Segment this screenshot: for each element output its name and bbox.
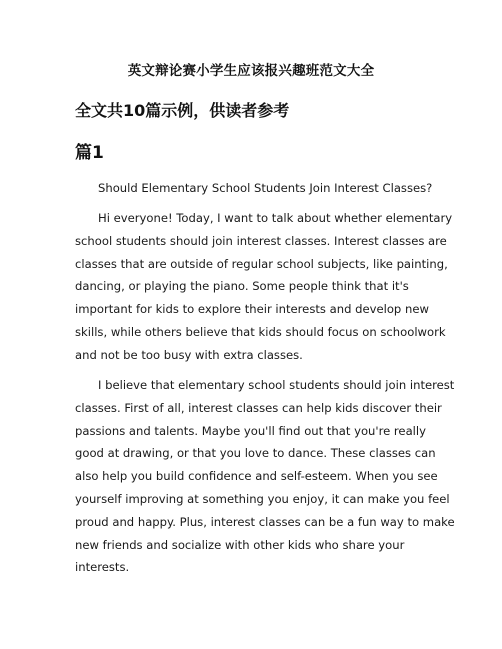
paragraph-line: yourself improving at something you enjoy, it can make you feel (75, 491, 450, 506)
section-heading: 篇1 (75, 143, 104, 163)
paragraph-line: new friends and socialize with other kids who share your (75, 537, 405, 552)
paragraph-line: school students should join interest classes. Interest classes are (75, 233, 447, 248)
paragraph-line: skills, while others believe that kids should focus on schoolwork (75, 324, 446, 339)
paragraph-2 (75, 374, 455, 579)
paragraph-line: classes. First of all, interest classes can help kids discover their (75, 400, 442, 415)
paragraph-line: I believe that elementary school students should join interest (98, 378, 455, 392)
document-summary: 全文共10篇示例，供读者参考 (75, 101, 290, 120)
paragraph-line: also help you build confidence and self-esteem. When you see (75, 469, 438, 484)
document-title: 英文辩论赛小学生应该报兴趣班范文大全 (127, 63, 375, 79)
paragraph-line: Hi everyone! Today, I want to talk about whether elementary (98, 211, 453, 225)
paragraph-line: interests. (75, 560, 130, 575)
paragraph-line: important for kids to explore their interests and develop new (75, 302, 429, 317)
paragraph-line: dancing, or playing the piano. Some people think that it's (75, 279, 409, 294)
paragraph-1 (75, 207, 453, 367)
paragraph-line: classes that are outside of regular school subjects, like painting, (75, 256, 448, 271)
paragraph-line: and not be too busy with extra classes. (75, 347, 303, 362)
essay-title-block (75, 177, 435, 200)
essay-title: Should Elementary School Students Join Interest Classes? (98, 181, 433, 195)
paragraph-line: good at drawing, or that you love to dance. These classes can (75, 446, 436, 461)
paragraph-line: passions and talents. Maybe you'll find out that you're really (75, 423, 426, 438)
paragraph-line: proud and happy. Plus, interest classes can be a fun way to make (75, 514, 455, 529)
